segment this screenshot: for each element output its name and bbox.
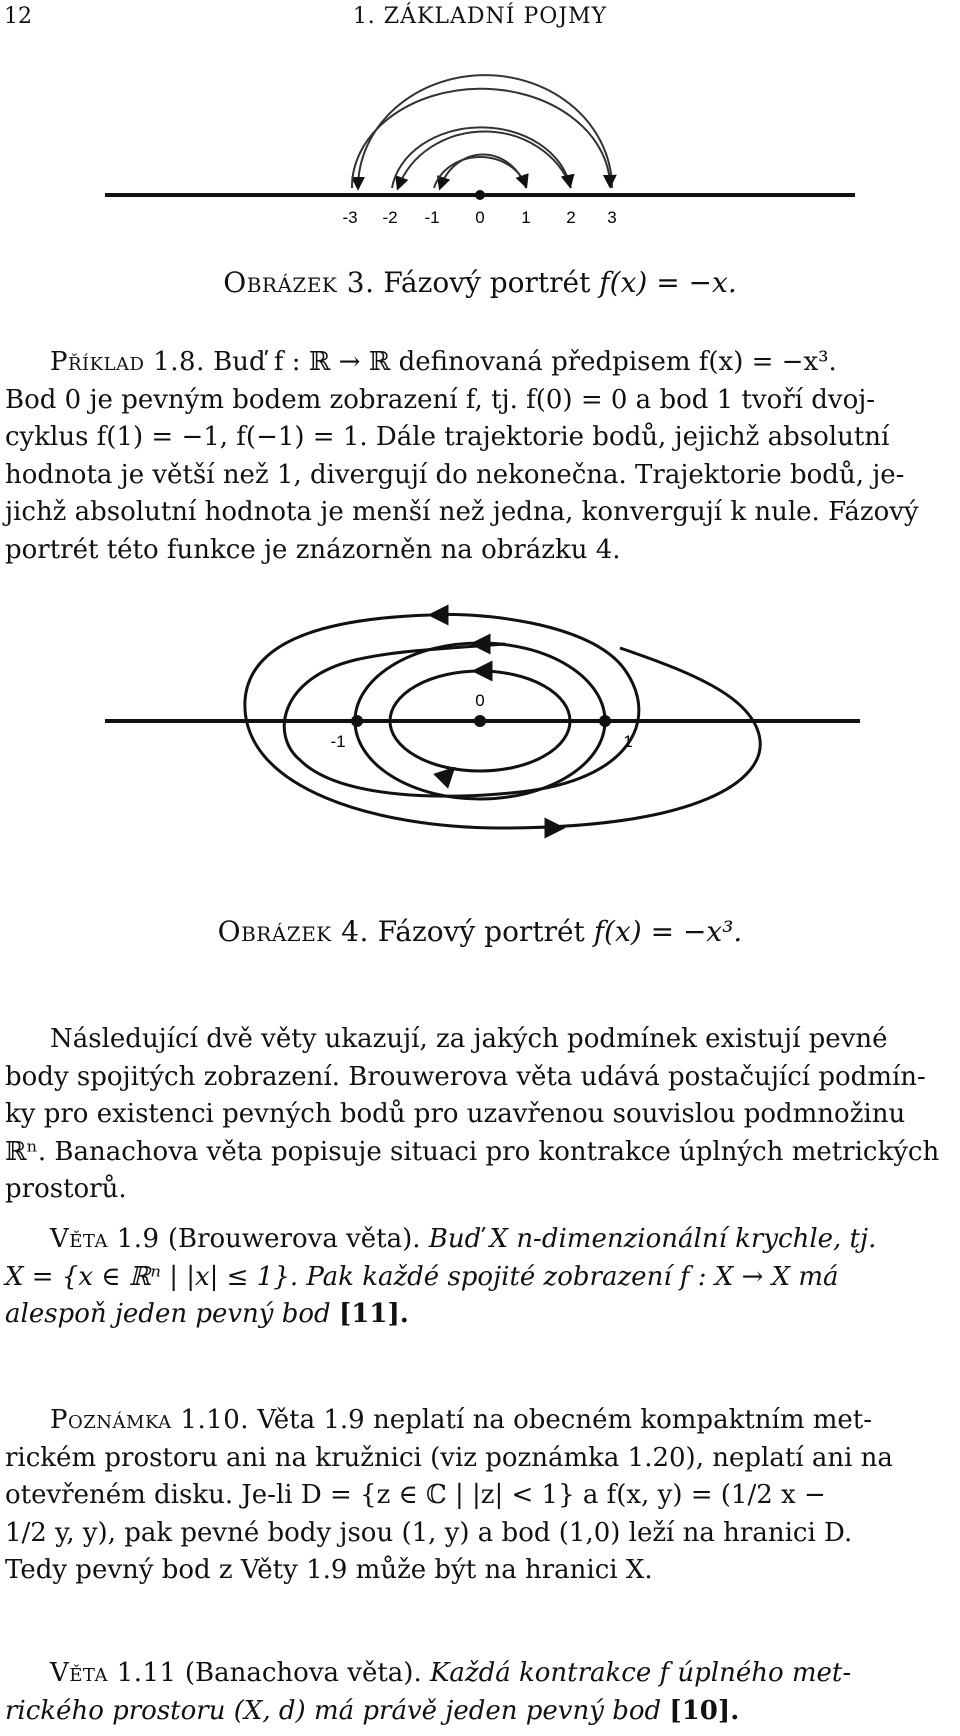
tick-label-2: 2 <box>566 208 576 227</box>
example-label: Příklad 1.8. <box>50 347 205 377</box>
figure-3-caption-label: Obrázek 3. <box>223 266 375 299</box>
arc-inner <box>440 154 526 188</box>
arc-outer-return <box>352 89 610 188</box>
theorem-1-11-line-2: rického prostoru (X, d) má právě jeden pevný bod [10]. <box>5 1695 740 1726</box>
example-line-2: Bod 0 je pevným bodem zobrazení f, tj. f(0) = 0 a bod 1 tvoří dvoj- <box>5 384 876 415</box>
theorem-1-11-line-1: Věta 1.11 (Banachova věta). Každá kontrakce f úplného met- <box>50 1658 852 1688</box>
arrow-bottom-inner <box>446 774 448 776</box>
tick-label-minus-2: -2 <box>382 208 398 227</box>
example-line-6: portrét této funkce je znázorněn na obrázku 4. <box>5 534 621 565</box>
intro-line-3: ky pro existenci pevných bodů pro uzavřenou souvislou podmnožinu <box>5 1099 906 1129</box>
intro-line-1: Následující dvě věty ukazují, za jakých podmínek existují pevné <box>50 1024 888 1054</box>
intro-line-4: ℝⁿ. Banachova věta popisuje situaci pro kontrakce úplných metrických <box>5 1136 940 1167</box>
theorem-1-11-label: Věta 1.11 <box>50 1658 177 1688</box>
theorem-1-9-line-2: X = {x ∈ ℝⁿ | |x| ≤ 1}. Pak každé spojité zobrazení f : X → X má <box>5 1261 839 1292</box>
tick-label-3: 3 <box>607 208 617 227</box>
theorem-1-11-citation: [10]. <box>669 1695 740 1726</box>
fixed-point-dot <box>475 190 485 200</box>
minus-one-dot <box>351 715 363 727</box>
remark-line-5: Tedy pevný bod z Věty 1.9 může být na hranici X. <box>5 1555 653 1585</box>
remark-label: Poznámka 1.10. <box>50 1405 250 1435</box>
figure-3-diagram <box>0 40 960 240</box>
figure-3-caption <box>0 266 960 299</box>
zero-dot <box>474 715 486 727</box>
figure-4-caption-text: Fázový portrét <box>377 915 585 948</box>
label-minus-one: -1 <box>330 732 346 751</box>
example-1-8 <box>5 344 955 569</box>
example-line-5: jichž absolutní hodnota je menší než jedna, konvergují k nule. Fázový <box>5 497 919 527</box>
remark-1-10 <box>5 1402 955 1590</box>
remark-line-2: rickém prostoru ani na kružnici (viz poznámka 1.20), neplatí ani na <box>5 1442 893 1473</box>
theorem-1-11 <box>5 1655 955 1730</box>
theorem-1-9-line-1: Věta 1.9 (Brouwerova věta). Buď X n-dimenzionální krychle, tj. <box>50 1224 877 1254</box>
tick-label-1: 1 <box>521 208 531 227</box>
theorem-1-9-line-3: alespoň jeden pevný bod [11]. <box>5 1299 409 1329</box>
label-zero: 0 <box>475 691 485 710</box>
theorem-1-9 <box>5 1221 955 1334</box>
intro-line-2: body spojitých zobrazení. Brouwerova věta udává postačující podmín- <box>5 1061 926 1092</box>
intro-paragraph <box>5 1021 955 1209</box>
one-dot <box>599 715 611 727</box>
tick-label-0: 0 <box>475 208 485 227</box>
arc-middle <box>398 131 571 188</box>
intro-line-5: prostorů. <box>5 1174 127 1204</box>
page-number: 12 <box>4 4 32 29</box>
label-one: 1 <box>623 732 633 751</box>
tick-label-minus-3: -3 <box>342 208 358 227</box>
remark-line-1: Poznámka 1.10. Věta 1.9 neplatí na obecném kompaktním met- <box>50 1405 873 1435</box>
figure-3-caption-text: Fázový portrét <box>383 266 591 299</box>
remark-line-4: 1/2 y, y), pak pevné body jsou (1, y) a bod (1,0) leží na hranici D. <box>5 1517 853 1548</box>
example-line-3: cyklus f(1) = −1, f(−1) = 1. Dále trajektorie bodů, jejichž absolutní <box>5 422 890 452</box>
figure-4-caption <box>0 915 960 948</box>
figure-4-caption-math: f(x) = −x³. <box>593 915 743 948</box>
figure-4-diagram <box>0 560 960 930</box>
theorem-1-9-label: Věta 1.9 <box>50 1224 160 1254</box>
theorem-1-11-name: (Banachova věta). <box>184 1658 422 1688</box>
theorem-1-9-citation: [11]. <box>338 1299 409 1329</box>
page-header <box>0 4 960 34</box>
tick-label-minus-1: -1 <box>424 208 440 227</box>
chapter-title: 1. ZÁKLADNÍ POJMY <box>352 4 608 29</box>
figure-3-caption-math: f(x) = −x. <box>599 266 737 299</box>
example-line-1: Příklad 1.8. Buď f : ℝ → ℝ definovaná předpisem f(x) = −x³. <box>50 347 837 377</box>
figure-4-caption-label: Obrázek 4. <box>217 915 369 948</box>
remark-line-3: otevřeném disku. Je-li D = {z ∈ ℂ | |z| < 1} a f(x, y) = (1/2 x − <box>5 1480 826 1510</box>
theorem-1-9-name: (Brouwerova věta). <box>167 1224 421 1254</box>
example-line-4: hodnota je větší než 1, divergují do nekonečna. Trajektorie bodů, je- <box>5 459 905 490</box>
